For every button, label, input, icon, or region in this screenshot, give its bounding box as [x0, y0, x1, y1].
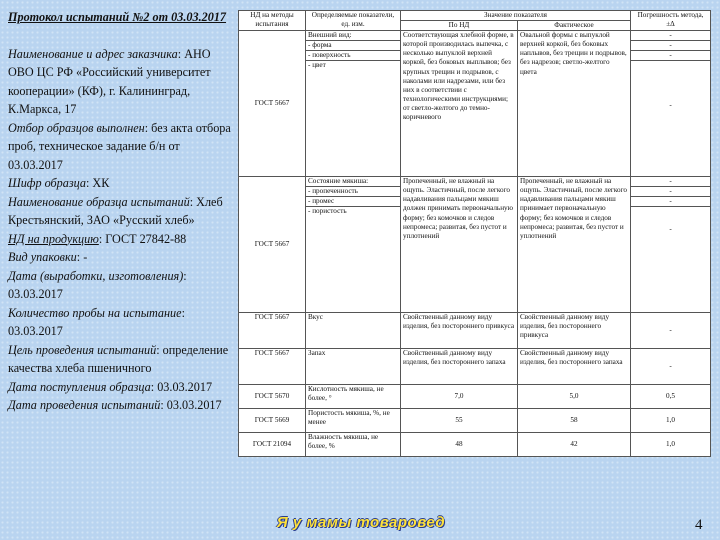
- row-nd: Соответствующая хлебной форме, в которой производилась выпечка, с несколько выпуклой верхней коркой, без боковых выплывов; без крупных трещин и подрывов, с наколами или надрезами, или без них в соответствии с технологическими инструкциями; от светло-желтого до темно-коричневого: [401, 31, 518, 177]
- table-row: [239, 349, 711, 385]
- nd-value: ГОСТ 27842-88: [105, 231, 187, 246]
- indicator-item: - пропеченность: [306, 187, 400, 197]
- row-method: ГОСТ 5667: [239, 31, 306, 177]
- table-row: [239, 433, 711, 457]
- code-value: ХК: [92, 176, 110, 190]
- error-item: -: [669, 225, 672, 234]
- slogan-text: Я у мамы товаровед: [276, 514, 446, 531]
- row-nd: 48: [401, 433, 518, 457]
- row-actual: Овальной формы с выпуклой верхней коркой, без боковых наплывов, без трещин и подрывов, без надрезов; светло-желтого цвета: [518, 31, 631, 177]
- indicator-item: Внешний вид:: [306, 31, 400, 41]
- row-indicators: Вкус: [306, 313, 401, 349]
- row-indicators: Пористость мякиша, %, не менее: [306, 409, 401, 433]
- header-nd: По НД: [401, 21, 518, 31]
- customer-label: Наименование и адрес заказчика: [8, 46, 178, 61]
- row-method: ГОСТ 5670: [239, 385, 306, 409]
- code-label: Шифр образца: [8, 176, 86, 190]
- row-actual: Свойственный данному виду изделия, без постороннего запаха: [518, 349, 631, 385]
- header-value: Значение показателя: [401, 11, 631, 21]
- date-made-label: Дата (выработки, изготовления): [8, 268, 184, 283]
- results-table: [238, 10, 711, 457]
- row-nd: Пропеченный, не влажный на ощупь. Эластичный, после легкого надавливания пальцами мякиш должен принимать первоначальную форму; без комочков и следов непромеса; развитая, без пустот и уплотнений: [401, 177, 518, 313]
- row-actual: Свойственный данному виду изделия, без постороннего привкуса: [518, 313, 631, 349]
- row-indicators: [306, 177, 401, 313]
- table-row: [239, 313, 711, 349]
- error-item: -: [631, 51, 710, 61]
- header-method: НД на методы испытания: [239, 11, 306, 31]
- test-date-value: 03.03.2017: [166, 398, 222, 412]
- purpose-value: определение качества хлеба пшеничного: [8, 342, 229, 375]
- row-nd: 55: [401, 409, 518, 433]
- row-error: -: [631, 349, 711, 385]
- protocol-info-panel: [8, 8, 233, 415]
- quantity-value: 03.03.2017: [8, 324, 63, 338]
- header-actual: Фактическое: [518, 21, 631, 31]
- row-error: 0,5: [631, 385, 711, 409]
- indicator-item: - промес: [306, 197, 400, 207]
- indicator-item: - пористость: [308, 207, 347, 216]
- row-nd: Свойственный данному виду изделия, без постороннего привкуса: [401, 313, 518, 349]
- row-method: ГОСТ 5667: [239, 313, 306, 349]
- row-error: -: [631, 313, 711, 349]
- row-indicators: Кислотность мякиша, не более, °: [306, 385, 401, 409]
- protocol-title: Протокол испытаний №2 от 03.03.2017: [8, 10, 227, 24]
- row-indicators: Запах: [306, 349, 401, 385]
- packaging-value: -: [83, 250, 88, 264]
- indicator-item: - поверхность: [306, 51, 400, 61]
- table-row: [239, 409, 711, 433]
- purpose-label: Цель проведения испытаний: [8, 342, 157, 357]
- row-actual: 42: [518, 433, 631, 457]
- header-indicators: Определяемые показатели, ед. изм.: [306, 11, 401, 31]
- indicator-item: - цвет: [308, 61, 326, 70]
- row-actual: Пропеченный, не влажный на ощупь. Эластичный, после легкого надавливания пальцами мякиш принимает первоначальную форму; без комочков и следов непромеса; развитая, без пустот и уплотнений: [518, 177, 631, 313]
- test-date-field: Дата проведения испытаний: 03.03.2017: [8, 398, 222, 412]
- table-row: [239, 31, 711, 177]
- row-actual: 58: [518, 409, 631, 433]
- row-error: 1,0: [631, 409, 711, 433]
- row-indicators: Влажность мякиша, не более, %: [306, 433, 401, 457]
- row-method: ГОСТ 5667: [239, 177, 306, 313]
- row-method: ГОСТ 21094: [239, 433, 306, 457]
- receipt-field: Дата поступления образца: 03.03.2017: [8, 379, 213, 394]
- error-item: -: [631, 41, 710, 51]
- nd-field: НД на продукцию: ГОСТ 27842-88: [8, 231, 187, 246]
- row-error: 1,0: [631, 433, 711, 457]
- code-field: Шифр образца: ХК: [8, 176, 110, 190]
- indicator-item: - форма: [306, 41, 400, 51]
- row-nd: 7,0: [401, 385, 518, 409]
- packaging-field: Вид упаковки: -: [8, 250, 88, 264]
- packaging-label: Вид упаковки: [8, 250, 77, 264]
- sampling-label: Отбор образцов выполнен: [8, 120, 145, 135]
- row-method: ГОСТ 5667: [239, 349, 306, 385]
- row-indicators: [306, 31, 401, 177]
- row-nd: Свойственный данному виду изделия, без постороннего запаха: [401, 349, 518, 385]
- sampling-value: без акта отбора проб, техническое задание б/н от 03.03.2017: [8, 120, 231, 172]
- date-made-field: Дата (выработки, изготовления): 03.03.2017: [8, 268, 187, 301]
- row-error: [631, 177, 711, 313]
- error-item: -: [631, 187, 710, 197]
- sampling-field: Отбор образцов выполнен: без акта отбора проб, техническое задание б/н от 03.03.2017: [8, 120, 231, 172]
- customer-value: АНО ОВО ЦС РФ «Российский университет кооперации» (КФ), г. Калининград, К.Маркса, 17: [8, 46, 211, 116]
- row-actual: 5,0: [518, 385, 631, 409]
- quantity-label: Количество пробы на испытание: [8, 305, 182, 320]
- error-item: -: [631, 197, 710, 207]
- row-error: [631, 31, 711, 177]
- row-method: ГОСТ 5669: [239, 409, 306, 433]
- error-item: -: [669, 101, 672, 110]
- sample-name-value: Хлеб Крестьянский, ЗАО «Русский хлеб»: [8, 194, 223, 227]
- purpose-field: Цель проведения испытаний: определение качества хлеба пшеничного: [8, 342, 229, 375]
- test-date-label: Дата проведения испытаний: [8, 398, 161, 412]
- quantity-field: Количество пробы на испытание: 03.03.2017: [8, 305, 185, 338]
- nd-label: НД на продукцию: [8, 231, 99, 246]
- receipt-value: 03.03.2017: [157, 379, 213, 394]
- sample-name-label: Наименование образца испытаний: [8, 194, 190, 209]
- page-number: 4: [695, 517, 703, 533]
- header-error: Погрешность метода, ±Δ: [631, 11, 711, 31]
- date-made-value: 03.03.2017: [8, 287, 63, 301]
- table-row: [239, 177, 711, 313]
- error-item: -: [631, 31, 710, 41]
- receipt-label: Дата поступления образца: [8, 379, 151, 394]
- indicator-item: Состояние мякиша:: [306, 177, 400, 187]
- error-item: -: [631, 177, 710, 187]
- table-row: [239, 385, 711, 409]
- sample-name-field: Наименование образца испытаний: Хлеб Крестьянский, ЗАО «Русский хлеб»: [8, 194, 223, 227]
- customer-field: Наименование и адрес заказчика: АНО ОВО ЦС РФ «Российский университет кооперации» (КФ), г. Калининград, К.Маркса, 17: [8, 46, 211, 116]
